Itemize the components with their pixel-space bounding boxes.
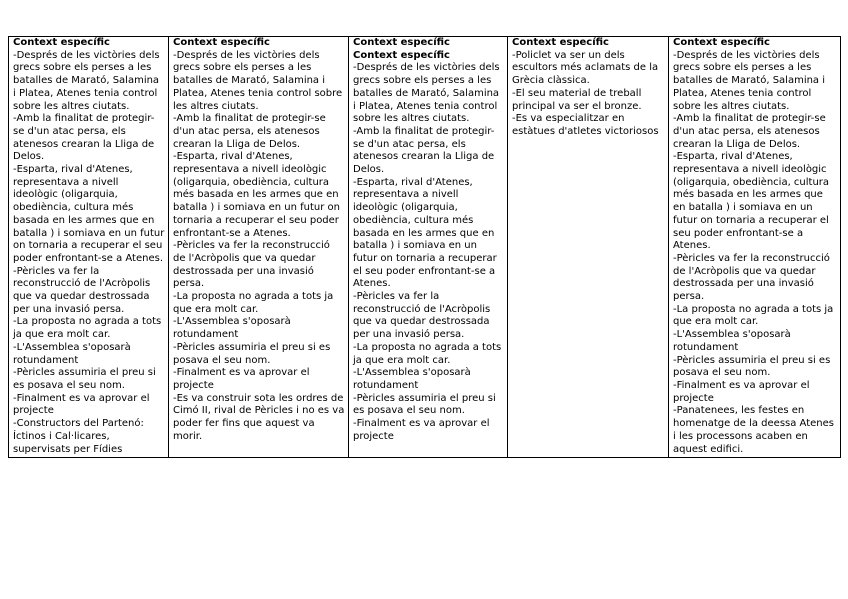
bullet-text: -Es va construir sota les ordres de Cimó II, rival de Pèricles i no es va poder fer fins que aquest va morir. xyxy=(173,392,345,442)
table-cell xyxy=(9,37,169,458)
bullet-text: -Després de les victòries dels grecs sobre els perses a les batalles de Marató, Salamina i Platea, Atenes tenia control sobre les altres ciutats. xyxy=(353,62,500,125)
bullet-text: -Pèricles assumiria el preu si es posava el seu nom. xyxy=(173,341,331,366)
bullet-text: -L'Assemblea s'oposarà rotundament xyxy=(13,341,131,366)
column-heading: Context específic xyxy=(173,37,270,48)
bullet-text: -Finalment es va aprovar el projecte xyxy=(673,379,810,404)
bullet-text: -El seu material de treball principal va ser el bronze. xyxy=(512,87,642,112)
table-cell xyxy=(508,37,669,458)
bullet-text: -La proposta no agrada a tots ja que era molt car. xyxy=(173,291,334,315)
bullet-text: -La proposta no agrada a tots ja que era molt car. xyxy=(13,316,162,341)
bullet-text: -Esparta, rival d'Atenes, representava a nivell ideològic (oligarquia, obediència, cultura més basada en les armes que en batalla ) i somiava en un futur on tornaria a recuperar el seu poder enfrontant-se a Atenes. xyxy=(673,151,830,252)
bullet-text: -Finalment es va aprovar el projecte xyxy=(173,367,310,391)
column-heading: Context específic xyxy=(353,49,450,61)
column-heading: Context específic xyxy=(673,37,770,48)
column-heading: Context específic xyxy=(13,37,110,48)
bullet-text: -L'Assemblea s'oposarà rotundament xyxy=(173,316,291,341)
bullet-text: -Pèricles va fer la reconstrucció de l'Acròpolis que va quedar destrossada per una invasió persa. xyxy=(353,291,491,341)
bullet-text: -Després de les victòries dels grecs sobre els perses a les batalles de Marató, Salamina i Platea, Atenes tenia control sobre les altres ciutats. xyxy=(173,49,343,112)
bullet-text: -Finalment es va aprovar el projecte xyxy=(13,392,150,417)
bullet-text: -Constructors del Partenó: Íctinos i Cal·licares, supervisats per Fídies xyxy=(13,418,144,455)
bullet-text: -Després de les victòries dels grecs sobre els perses a les batalles de Marató, Salamina i Platea, Atenes tenia control sobre les altres ciutats. xyxy=(13,49,160,112)
bullet-text: -Pèricles va fer la reconstrucció de l'Acròpolis que va quedar destrossada per una invasió persa. xyxy=(13,265,151,315)
bullet-text: -Pèricles assumiria el preu si es posava el seu nom. xyxy=(353,392,496,417)
bullet-text: -Amb la finalitat de protegir-se d'un atac persa, els atenesos crearan la Lliga de Delos. xyxy=(353,125,495,176)
bullet-text: -Amb la finalitat de protegir-se d'un atac persa, els atenesos crearan la Lliga de Delos. xyxy=(173,113,326,150)
table-cell xyxy=(669,37,841,458)
bullet-text: -La proposta no agrada a tots ja que era molt car. xyxy=(673,303,834,328)
column-heading: Context específic xyxy=(512,37,609,48)
bullet-text: -L'Assemblea s'oposarà rotundament xyxy=(673,329,791,353)
bullet-text: -Després de les victòries dels grecs sobre els perses a les batalles de Marató, Salamina i Platea, Atenes tenia control sobre les altres ciutats. xyxy=(673,49,826,112)
bullet-text: -Pèricles va fer la reconstrucció de l'Acròpolis que va quedar destrossada per una invasió persa. xyxy=(173,240,330,290)
bullet-text: -Esparta, rival d'Atenes, representava a nivell ideològic (oligarquia, obediència, cultura més basada en les armes que en batalla ) i somiava en un futur on tornaria a recuperar el seu poder enfrontant-se a Atenes. xyxy=(13,164,165,264)
context-table xyxy=(8,36,841,458)
bullet-text: -Amb la finalitat de protegir-se d'un atac persa, els atenesos crearan la Lliga de Delos. xyxy=(673,113,826,150)
bullet-text: -Pèricles assumiria el preu si es posava el seu nom. xyxy=(13,367,156,391)
bullet-text: -La proposta no agrada a tots ja que era molt car. xyxy=(353,341,502,366)
bullet-text: -Pèricles va fer la reconstrucció de l'Acròpolis que va quedar destrossada per una invasió persa. xyxy=(673,252,830,303)
table-cell xyxy=(349,37,508,458)
table-cell xyxy=(169,37,349,458)
bullet-text: -Panatenees, les festes en homenatge de la deessa Atenes i les processons acaben en aquest edifici. xyxy=(673,405,834,455)
bullet-text: -Es va especialitzar en estàtues d'atletes victoriosos xyxy=(512,113,659,137)
bullet-text: -Amb la finalitat de protegir-se d'un atac persa, els atenesos crearan la Lliga de Delos. xyxy=(13,113,155,163)
table-row xyxy=(9,37,841,458)
bullet-text: -Esparta, rival d'Atenes, representava a nivell ideològic (oligarquia, obediència, cultura més basada en les armes que en batalla ) i somiava en un futur on tornaria a recuperar el seu poder enfrontant-se a Atenes. xyxy=(353,176,497,290)
bullet-text: -L'Assemblea s'oposarà rotundament xyxy=(353,367,471,391)
bullet-text: -Esparta, rival d'Atenes, representava a nivell ideològic (oligarquia, obediència, cultura més basada en les armes que en batalla ) i somiava en un futur on tornaria a recuperar el seu poder enfrontant-se a Atenes. xyxy=(173,151,341,239)
column-heading: Context específic xyxy=(353,37,450,48)
bullet-text: -Policlet va ser un dels escultors més aclamats de la Grècia clàssica. xyxy=(512,49,659,87)
bullet-text: -Finalment es va aprovar el projecte xyxy=(353,418,490,442)
bullet-text: -Pèricles assumiria el preu si es posava el seu nom. xyxy=(673,354,831,379)
